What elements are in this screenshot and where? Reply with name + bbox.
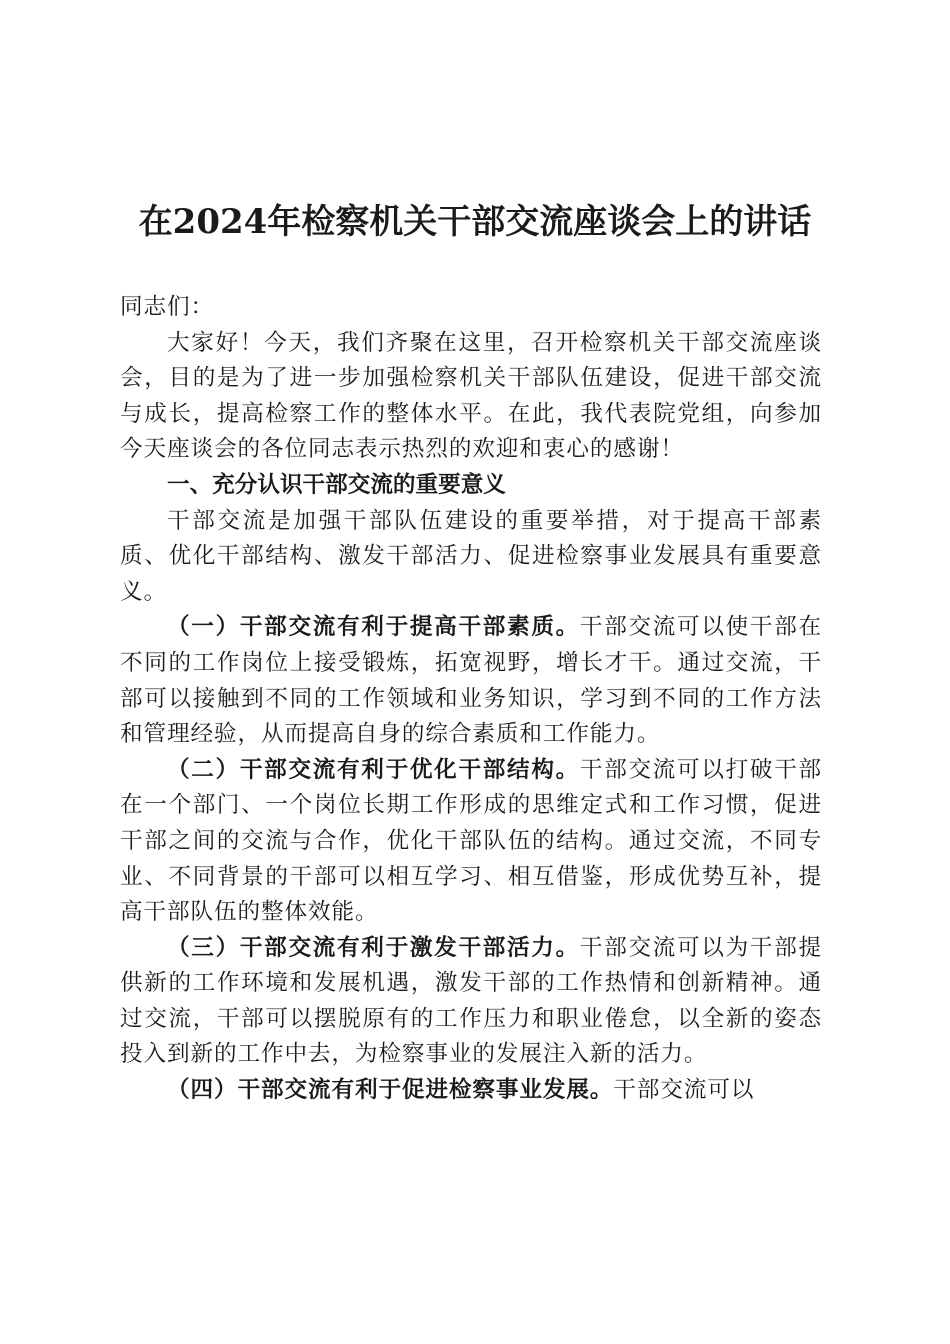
point-text-1: 干部交流可以使干部在不同的工作岗位上接受锻炼，拓宽视野，增长才干。通过交流，干部可以接触到不同的工作领域和业务知识，学习到不同的工作方法和管理经验，从而提高自身的综合素质和工作能力。 xyxy=(120,614,822,748)
point-paragraph-1 xyxy=(120,610,822,752)
point-heading-3: （三）干部交流有利于激发干部活力。 xyxy=(167,934,580,961)
point-paragraph-2 xyxy=(120,753,822,931)
document-body xyxy=(120,290,822,1109)
point-heading-1: （一）干部交流有利于提高干部素质。 xyxy=(167,614,580,641)
point-text-3: 干部交流可以为干部提供新的工作环境和发展机遇，激发干部的工作热情和创新精神。通过交流，干部可以摆脱原有的工作压力和职业倦怠，以全新的姿态投入到新的工作中去，为检察事业的发展注入新的活力。 xyxy=(120,934,822,1068)
salutation: 同志们： xyxy=(120,294,214,320)
point-text-2: 干部交流可以打破干部在一个部门、一个岗位长期工作形成的思维定式和工作习惯，促进干部之间的交流与合作，优化干部队伍的结构。通过交流，不同专业、不同背景的干部可以相互学习、相互借鉴，形成优势互补，提高干部队伍的整体效能。 xyxy=(120,756,822,926)
point-paragraph-4 xyxy=(120,1073,822,1109)
point-text-4: 干部交流可以 xyxy=(613,1077,755,1104)
point-paragraph-3 xyxy=(120,931,822,1073)
document-title: 在2024年检察机关干部交流座谈会上的讲话 xyxy=(138,202,812,242)
section-heading: 一、充分认识干部交流的重要意义 xyxy=(167,471,506,498)
intro-paragraph: 大家好！今天，我们齐聚在这里，召开检察机关干部交流座谈会，目的是为了进一步加强检察机关干部队伍建设，促进干部交流与成长，提高检察工作的整体水平。在此，我代表院党组，向参加今天座谈会的各位同志表示热烈的欢迎和衷心的感谢！ xyxy=(120,329,822,463)
point-heading-2: （二）干部交流有利于优化干部结构。 xyxy=(167,756,580,783)
point-heading-4: （四）干部交流有利于促进检察事业发展。 xyxy=(167,1077,614,1104)
section-lead-paragraph: 干部交流是加强干部队伍建设的重要举措，对于提高干部素质、优化干部结构、激发干部活力、促进检察事业发展具有重要意义。 xyxy=(120,507,822,605)
